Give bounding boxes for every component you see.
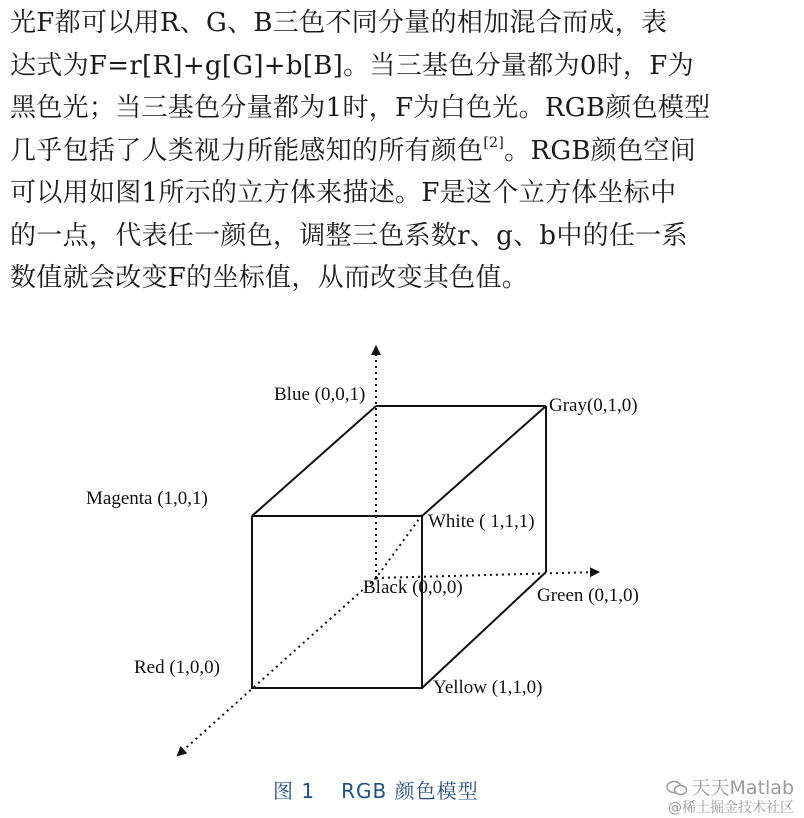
cube-edges	[252, 406, 546, 688]
label-green: Green (0,1,0)	[537, 585, 639, 606]
label-yellow: Yellow (1,1,0)	[433, 677, 543, 698]
paragraph-line: 数值就会改变F的坐标值，从而改变其色值。	[10, 263, 529, 293]
paragraph-line-4	[10, 130, 800, 173]
paragraph-line: 光F都可以用R、G、B三色不同分量的相加混合而成，表	[10, 8, 668, 38]
wechat-icon	[666, 780, 688, 796]
label-black: Black (0,0,0)	[363, 577, 463, 598]
body-paragraph	[10, 2, 800, 300]
label-gray: Gray(0,1,0)	[549, 395, 638, 416]
label-magenta: Magenta (1,0,1)	[86, 488, 208, 509]
figure-title: RGB 颜色模型	[341, 779, 479, 803]
figure-caption	[273, 775, 505, 804]
citation-ref[interactable]: [2]	[483, 134, 505, 151]
watermark-account-name: 天天Matlab	[691, 777, 794, 799]
rgb-cube-figure	[0, 335, 804, 775]
watermark-account	[666, 773, 794, 800]
paragraph-line: 达式为F=r[R]+g[G]+b[B]。当三基色分量都为0时，F为	[10, 50, 694, 81]
label-blue: Blue (0,0,1)	[274, 384, 366, 405]
paragraph-line: 的一点，代表任一颜色，调整三色系数r、g、b中的任一系	[10, 220, 688, 251]
paragraph-line: 黑色光；当三基色分量都为1时，F为白色光。RGB颜色模型	[10, 93, 711, 123]
paragraph-line: 可以用如图1所示的立方体来描述。F是这个立方体坐标中	[10, 178, 677, 208]
label-white: White ( 1,1,1)	[428, 511, 535, 532]
paragraph-line-tail: 。RGB颜色空间	[504, 135, 696, 166]
watermark-source: @稀土掘金技术社区	[668, 800, 794, 816]
hidden-edge	[376, 515, 422, 578]
label-red: Red (1,0,0)	[134, 657, 221, 678]
rgb-cube-diagram	[0, 335, 804, 775]
paragraph-line-text: 几乎包括了人类视力所能感知的所有颜色	[10, 135, 484, 166]
figure-number: 图 1	[273, 779, 316, 803]
